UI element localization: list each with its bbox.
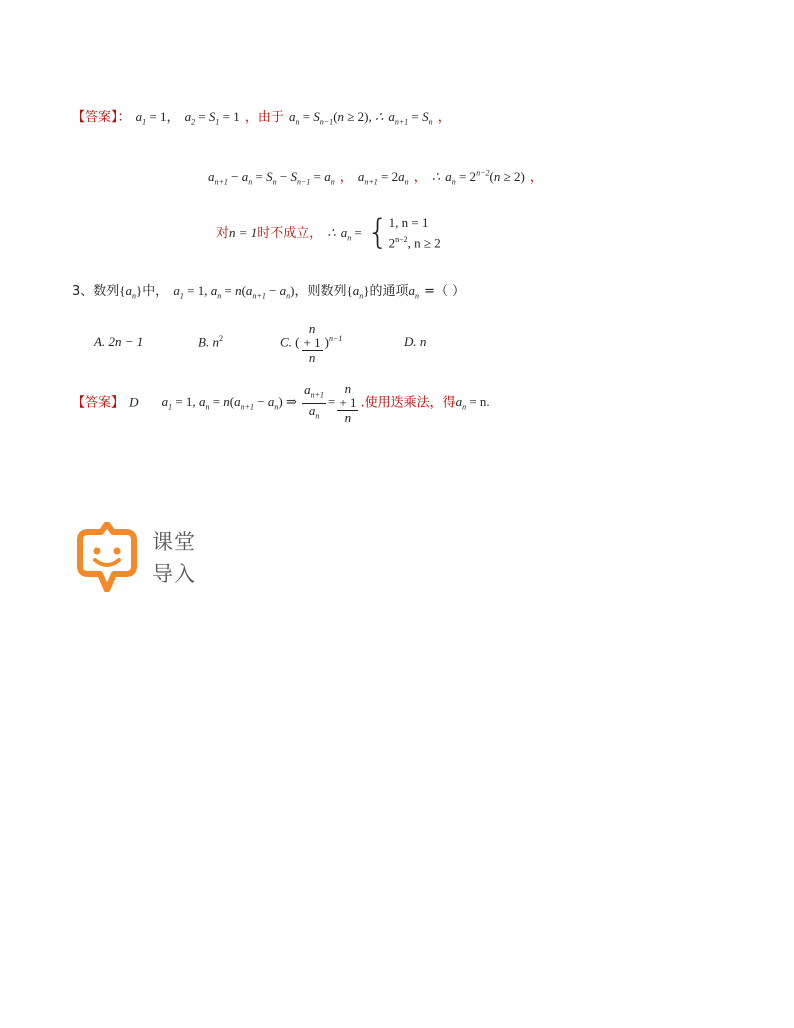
- separator-3: ，: [529, 170, 543, 185]
- option-d[interactable]: D. n: [404, 334, 427, 349]
- case-2: $2^{n-2}$, n ≥ 2: [388, 235, 441, 251]
- answer-3: [72, 382, 490, 425]
- ratio-value: n + 1 n: [339, 381, 357, 425]
- piecewise-lhs: $a_n$ =: [340, 225, 362, 243]
- separator-1: ，: [339, 170, 353, 185]
- option-c[interactable]: C. ( n + 1 n )$^{n-1}$: [280, 321, 343, 365]
- answer-line-1: 【答案】： $a_1 = 1$， $a_2 = S_1 = 1$ ，由于 $a_n = S_{n-1}(n \ge 2)$, ∴ $a_{n+1} = S_n$ ，: [72, 109, 451, 127]
- therefore-symbol-2: ∴: [431, 169, 441, 184]
- because-label: ，由于: [244, 110, 284, 125]
- comma: ，: [437, 110, 451, 125]
- ratio-fraction: $\frac{a_{n+1}}{a_n}$: [304, 382, 325, 421]
- option-b[interactable]: B. $n^2$: [198, 334, 223, 350]
- sequence-an-2: $\{a_n\}$: [346, 283, 370, 301]
- answer3-derivation: $a_1 = 1$, $a_n = n(a_{n+1} - a_n)$ ⇒ $\frac{a_{n+1}}{a_n}$ = n + 1 n: [161, 381, 357, 425]
- formula-an-sn1: $a_n = S_{n-1}(n \ge 2)$,: [288, 109, 376, 127]
- question-3: [72, 280, 465, 301]
- formula-difference: $a_{n+1} - a_n = S_n - S_{n-1} = a_n$: [208, 169, 335, 187]
- answer-line-2: [208, 166, 543, 187]
- formula-recurrence: $a_{n+1} = 2a_n$: [357, 169, 409, 187]
- formula-an1-sn: $a_{n+1} = S_n$: [388, 109, 433, 127]
- formula-a2-s1: $a_2 = S_1 = 1$: [184, 109, 240, 127]
- not-hold-label: 时不成立，: [257, 226, 323, 242]
- chat-bubble-smile-icon: [76, 522, 138, 592]
- answer3-tag: 【答案】: [72, 395, 125, 411]
- left-brace: {: [366, 212, 389, 253]
- sequence-an: $\{a_n\}$: [119, 283, 143, 301]
- section-title-line-2: 导入: [152, 562, 196, 586]
- condition-n1: n = 1: [229, 225, 258, 241]
- case-1: 1, n = 1: [388, 215, 429, 230]
- answer-line-3: [216, 214, 441, 251]
- formula-a1: $a_1 = 1$: [135, 109, 167, 127]
- question-suffix: ，则数列: [294, 284, 347, 299]
- question-suffix-2: 的通项: [369, 284, 409, 299]
- separator-2: ，: [413, 170, 427, 185]
- prefix-label: 对: [216, 226, 230, 242]
- section-title-line-1: 课堂: [152, 530, 196, 554]
- answer3-letter: D: [129, 394, 139, 410]
- answer-blank: =（ ）: [424, 284, 466, 299]
- option-a[interactable]: A. 2n − 1: [94, 334, 144, 349]
- answer3-method: .使用迭乘法，得: [360, 395, 456, 411]
- piecewise-cases: [389, 214, 441, 251]
- given-condition: $a_1 = 1$, $a_n = n(a_{n+1} - a_n)$: [173, 283, 295, 301]
- therefore-symbol: ∴: [375, 109, 384, 124]
- answer-tag: 【答案】：: [72, 110, 131, 125]
- therefore-symbol-3: ∴: [327, 225, 336, 241]
- answer3-result: $a_n = n$.: [455, 394, 490, 413]
- formula-general: $a_n = 2^{n-2}(n \ge 2)$: [445, 168, 525, 187]
- target-an: $a_n$: [408, 283, 420, 301]
- question-middle: 中，: [142, 284, 169, 299]
- question-number: 3、数列: [72, 284, 120, 299]
- option-c-fraction: n + 1 n: [303, 321, 321, 365]
